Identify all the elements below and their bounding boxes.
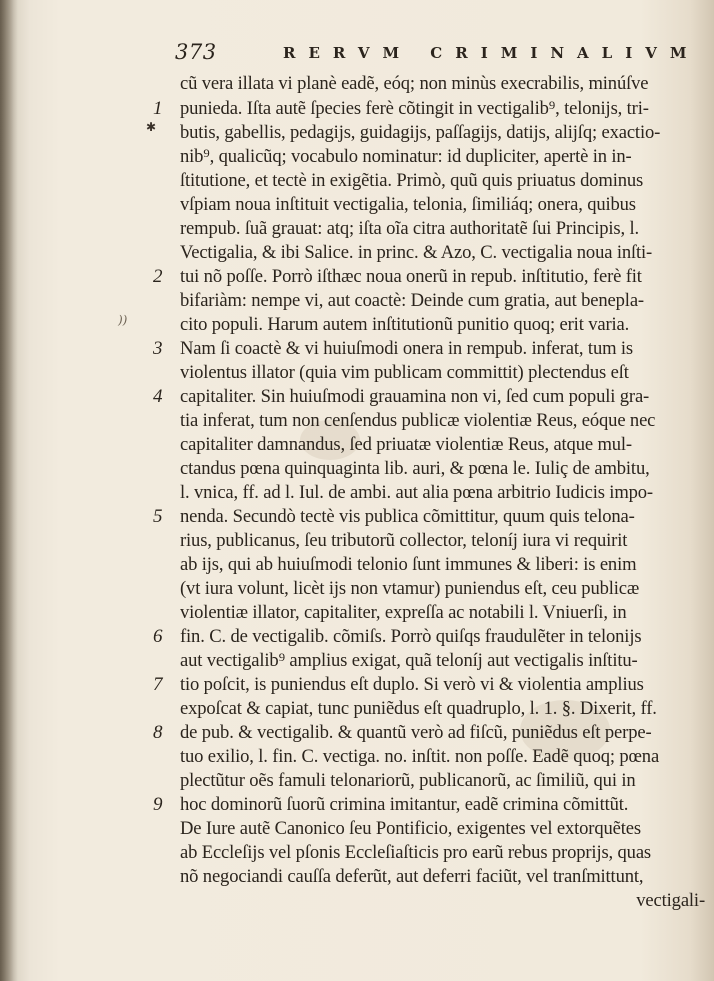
text-line: ab ijs, qui ab huiuſmodi telonio ſunt immunes & liberi: is enim	[180, 555, 637, 575]
margin-number: 2	[153, 266, 163, 287]
text-line: tui nõ poſſe. Porrò iſthæc noua onerũ in repub. inſtitutio, ferè fit	[180, 267, 642, 287]
running-title: RERVM CRIMINALIVM	[283, 44, 700, 62]
text-line: cito populi. Harum autem inſtitutionũ punitio quoq; erit varia.	[180, 315, 630, 335]
margin-number: 9	[153, 794, 163, 815]
text-line: vſpiam noua inſtituit vectigalia, telonia, ſimiliáq; onera, quibus	[180, 195, 636, 215]
text-line: nenda. Secundò tectè vis publica cõmittitur, quum quis telona-	[180, 507, 635, 527]
page-number: 373	[175, 40, 217, 64]
text-line: tio poſcit, is puniendus eſt duplo. Si verò vi & violentia amplius	[180, 675, 644, 695]
text-line: capitaliter. Sin huiuſmodi grauamina non vi, ſed cum populi gra-	[180, 387, 650, 407]
catchword: vectigali-	[636, 891, 705, 911]
text-line: fin. C. de vectigalib. cõmiſs. Porrò quiſqs fraudulẽter in telonijs	[180, 627, 642, 647]
text-line: ctandus pœna quinquaginta lib. auri, & pœna le. Iuliç de ambitu,	[180, 459, 650, 479]
text-line: nõ negociandi cauſſa deferũt, aut deferri faciũt, vel tranſmittunt,	[180, 867, 644, 887]
text-line: rius, publicanus, ſeu tributorũ collector, teloníj iura vi requirit	[180, 531, 628, 551]
text-line: Vectigalia, & ibi Salice. in princ. & Azo, C. vectigalia noua inſti-	[180, 243, 653, 263]
text-line: expoſcat & capiat, tunc puniẽdus eſt quadruplo, l. 1. §. Dixerit, ff.	[180, 699, 657, 719]
marginal-annotation-mark: ))	[118, 313, 128, 327]
text-line: butis, gabellis, pedagijs, guidagijs, paſſagijs, datijs, alijſq; exactio-	[180, 123, 661, 143]
margin-number: 7	[153, 674, 163, 695]
text-line: hoc dominorũ ſuorũ crimina imitantur, eadẽ crimina cõmittũt.	[180, 795, 629, 815]
text-line: rempub. ſuã grauat: atq; iſta oĩa citra authoritatẽ ſui Principis, l.	[180, 219, 640, 239]
margin-number: 8	[153, 722, 163, 743]
text-line: De Iure autẽ Canonico ſeu Pontificio, exigentes vel extorquẽtes	[180, 819, 641, 839]
text-line: tia inferat, tum non cenſendus publicæ violentiæ Reus, eóque nec	[180, 411, 656, 431]
text-line: punieda. Iſta autẽ ſpecies ferè cõtingit in vectigalib⁹, telonijs, tri-	[180, 99, 649, 119]
text-line: nib⁹, qualicũq; vocabulo nominatur: id dupliciter, apertè in in-	[180, 147, 632, 167]
margin-number: 1	[153, 98, 163, 119]
text-line: violentus illator (quia vim publicam committit) plectendus eſt	[180, 363, 629, 383]
text-line: l. vnica, ff. ad l. Iul. de ambi. aut alia pœna arbitrio Iudicis impo-	[180, 483, 653, 503]
printers-mark: ✱	[146, 120, 157, 134]
text-line: bifariàm: nempe vi, aut coactè: Deinde cum gratia, aut benepla-	[180, 291, 644, 311]
text-line: plectũtur oẽs famuli telonariorũ, publicanorũ, ac ſimiliũ, qui in	[180, 771, 636, 791]
text-line: Nam ſi coactè & vi huiuſmodi onera in rempub. inferat, tum is	[180, 339, 633, 359]
text-line: (vt iura volunt, licèt ijs non vtamur) puniendus eſt, ceu publicæ	[180, 579, 640, 599]
text-line: aut vectigalib⁹ amplius exigat, quã teloníj aut vectigalis inſtitu-	[180, 651, 638, 671]
text-line: tuo exilio, l. fin. C. vectiga. no. inſtit. non poſſe. Eadẽ quoq; pœna	[180, 747, 660, 767]
margin-number: 5	[153, 506, 163, 527]
text-line: capitaliter damnandus, ſed priuatæ violentiæ Reus, atque mul-	[180, 435, 632, 455]
margin-number: 6	[153, 626, 163, 647]
text-line: ab Eccleſijs vel pſonis Eccleſiaſticis pro earũ rebus proprijs, quas	[180, 843, 652, 863]
margin-number: 4	[153, 386, 163, 407]
text-line: ſtitutione, et tectè in exigẽtia. Primò, quũ quis priuatus dominus	[180, 171, 644, 191]
text-line: cũ vera illata vi planè eadẽ, eóq; non minùs execrabilis, minúſve	[180, 74, 649, 94]
margin-number: 3	[153, 338, 163, 359]
text-line: de pub. & vectigalib. & quantũ verò ad fiſcũ, puniẽdus eſt perpe-	[180, 723, 652, 743]
text-line: violentiæ illator, capitaliter, expreſſa ac notabili l. Vniuerſi, in	[180, 603, 627, 623]
